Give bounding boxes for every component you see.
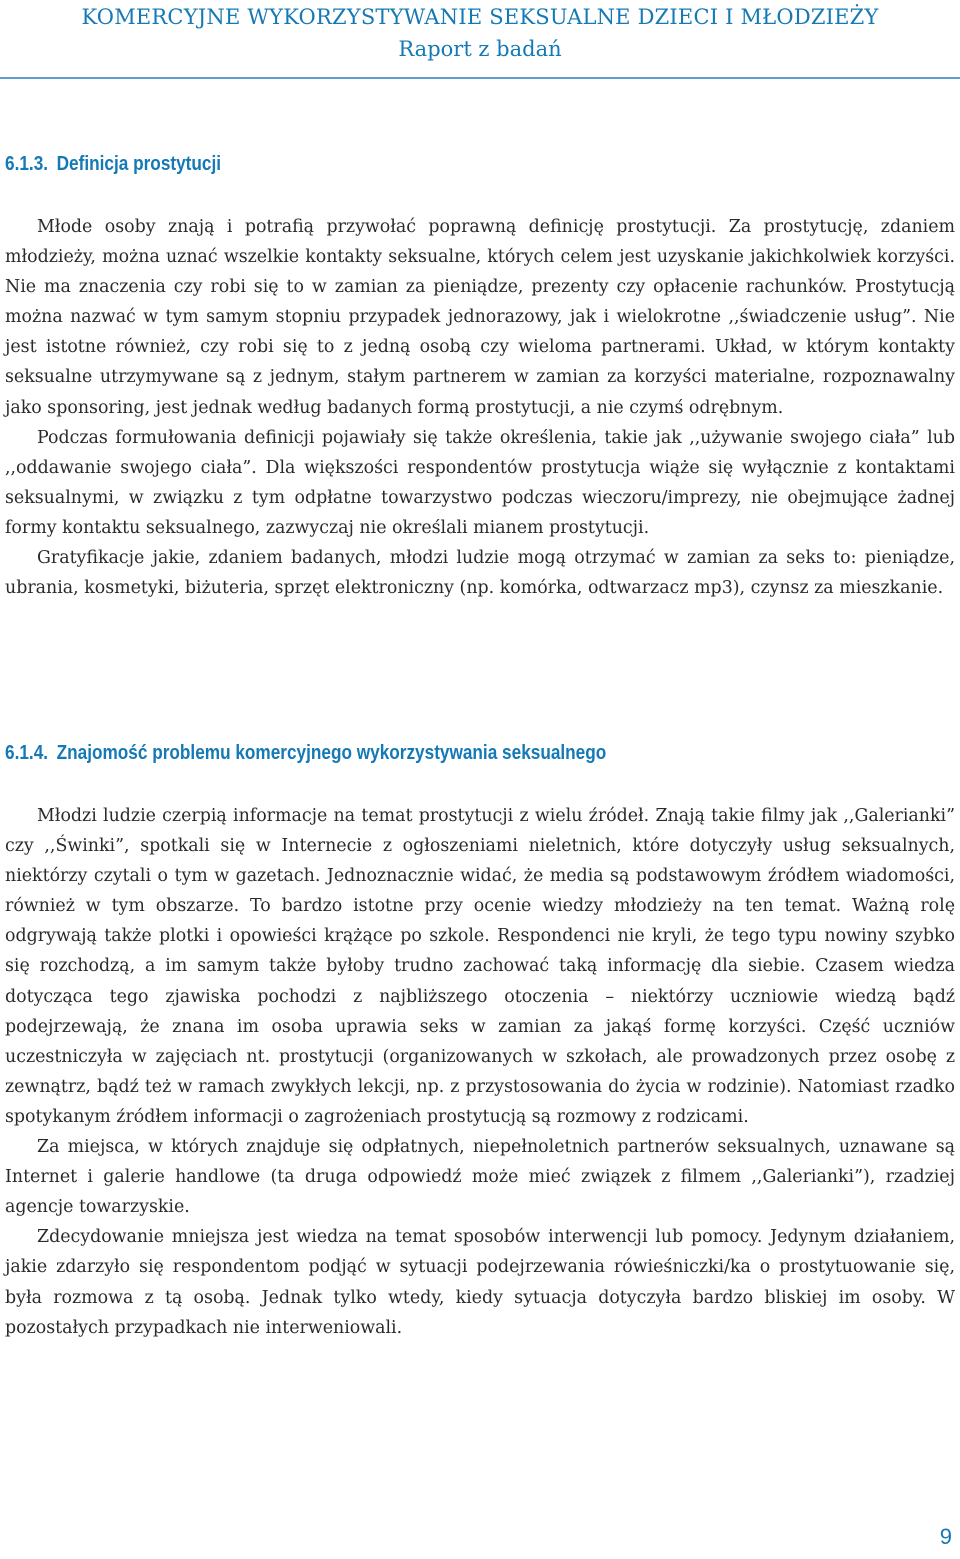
section-heading-6-1-3 bbox=[5, 150, 221, 178]
section-heading-6-1-4 bbox=[5, 739, 606, 767]
header-divider bbox=[0, 77, 960, 79]
paragraph: Podczas formułowania definicji pojawiały się także określenia, takie jak ,,używanie swojego ciała” lub ,,oddawanie swojego ciała”. Dla większości respondentów prostytucja wiąże się wyłącznie z kontaktami seksualnymi, w związku z tym odpłatne towarzystwo podczas wieczoru/imprezy, nie obejmujące żadnej formy kontaktu seksualnego, zazwyczaj nie określali mianem prostytucji. bbox=[5, 427, 955, 538]
section-title: Znajomość problemu komercyjnego wykorzystywania seksualnego bbox=[56, 742, 607, 764]
section-title: Definicja prostytucji bbox=[56, 153, 222, 175]
header-title: KOMERCYJNE WYKORZYSTYWANIE SEKSUALNE DZIECI I MŁODZIEŻY bbox=[81, 5, 879, 29]
page-number: 9 bbox=[939, 1524, 952, 1549]
paragraph: Zdecydowanie mniejsza jest wiedza na temat sposobów interwencji lub pomocy. Jedynym działaniem, jakie zdarzyło się respondentom podjąć w sytuacji podejrzewania rówieśniczki/ka o prostytuowanie się, była rozmowa z tą osobą. Jednak tylko wtedy, kiedy sytuacja dotyczyła bardzo bliskiej im osoby. W pozostałych przypadkach nie interweniowali. bbox=[5, 1227, 955, 1338]
section-body-6-1-4 bbox=[5, 801, 955, 1343]
section-body-6-1-3 bbox=[5, 212, 955, 603]
paragraph: Gratyfikacje jakie, zdaniem badanych, młodzi ludzie mogą otrzymać w zamian za seks to: pieniądze, ubrania, kosmetyki, biżuteria, sprzęt elektroniczny (np. komórka, odtwarzacz mp3), czynsz za mieszkanie. bbox=[5, 548, 955, 599]
paragraph: Za miejsca, w których znajduje się odpłatnych, niepełnoletnich partnerów seksualnych, uznawane są Internet i galerie handlowe (ta druga odpowiedź może mieć związek z filmem ,,Galerianki”), rzadziej agencje towarzyskie. bbox=[5, 1137, 955, 1218]
paragraph: Młode osoby znają i potrafią przywołać poprawną definicję prostytucji. Za prostytucję, zdaniem młodzieży, można uznać wszelkie kontakty seksualne, których celem jest uzyskanie jakichkolwiek korzyści. Nie ma znaczenia czy robi się to w zamian za pieniądze, prezenty czy opłacenie rachunków. Prostytucją można nazwać w tym samym stopniu przypadek jednorazowy, jak i wielokrotne ,,świadczenie usług”. Nie jest istotne również, czy robi się to z jedną osobą czy wieloma partnerami. Układ, w którym kontakty seksualne utrzymywane są z jednym, stałym partnerem w zamian za korzyści materialne, rozpoznawalny jako sponsoring, jest jednak według badanych formą prostytucji, a nie czymś odrębnym. bbox=[5, 217, 955, 418]
section-number: 6.1.4. bbox=[5, 742, 49, 764]
header-subtitle: Raport z badań bbox=[398, 37, 562, 61]
section-number: 6.1.3. bbox=[5, 153, 49, 175]
paragraph: Młodzi ludzie czerpią informacje na temat prostytucji z wielu źródeł. Znają takie filmy jak ,,Galerianki” czy ,,Świnki”, spotkali się w Internecie z ogłoszeniami nieletnich, które dotyczyły usług seksualnych, niektórzy czytali o tym w gazetach. Jednoznacznie widać, że media są podstawowym źródłem wiadomości, również w tym obszarze. To bardzo istotne przy ocenie wiedzy młodzieży na ten temat. Ważną rolę odgrywają także plotki i opowieści krążące po szkole. Respondenci nie kryli, że tego typu nowiny szybko się rozchodzą, a im samym także byłoby trudno zachować taką informację dla siebie. Czasem wiedza dotycząca tego zjawiska pochodzi z najbliższego otoczenia – niektórzy uczniowie wiedzą bądź podejrzewają, że znana im osoba uprawia seks w zamian za jakąś formę korzyści. Część uczniów uczestniczyła w zajęciach nt. prostytucji (organizowanych w szkołach, ale prowadzonych przez osobę z zewnątrz, bądź też w ramach zwykłych lekcji, np. z przystosowania do życia w rodzinie). Natomiast rzadko spotykanym źródłem informacji o zagrożeniach prostytucją są rozmowy z rodzicami. bbox=[5, 806, 955, 1127]
